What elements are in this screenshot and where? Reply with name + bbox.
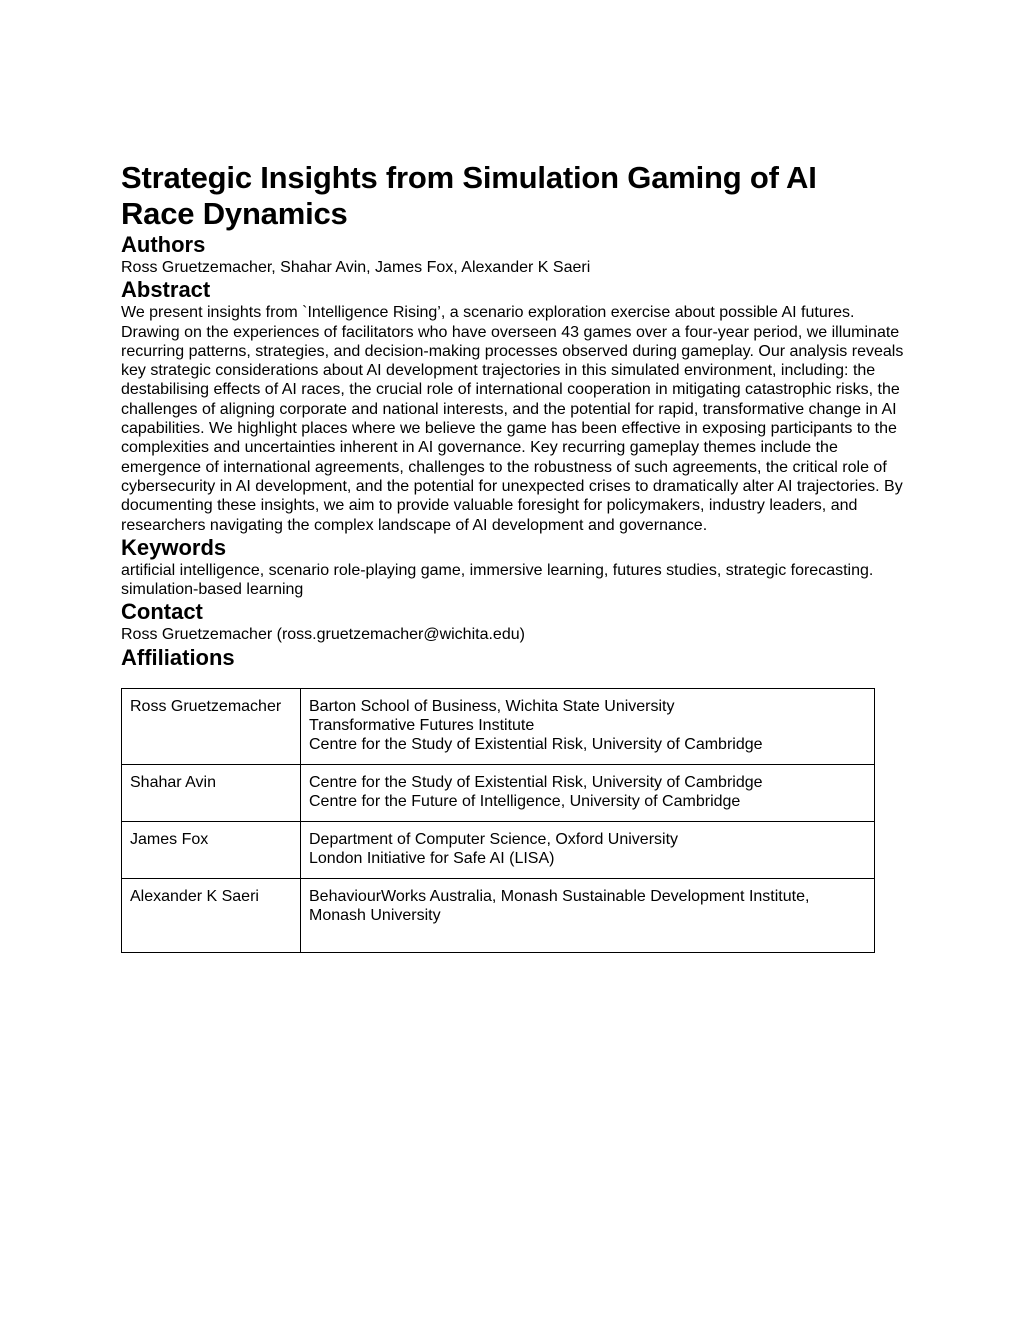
- affiliations-table: [121, 688, 875, 953]
- affiliation-line: London Initiative for Safe AI (LISA): [309, 850, 555, 868]
- paper-page: [121, 160, 905, 953]
- contact-heading: Contact: [121, 599, 203, 625]
- table-row: [122, 821, 875, 878]
- keywords-heading: Keywords: [121, 534, 227, 560]
- affiliation-institutions: [301, 688, 875, 764]
- affiliation-author-name: James Fox: [122, 821, 301, 878]
- affiliation-line: Transformative Futures Institute: [309, 717, 535, 735]
- affiliation-line: BehaviourWorks Australia, Monash Sustainable Development Institute, Monash University: [309, 887, 810, 925]
- contact-text: Ross Gruetzemacher (ross.gruetzemacher@wichita.edu): [121, 626, 525, 644]
- authors-heading: Authors: [121, 232, 206, 257]
- table-row: [122, 878, 875, 952]
- affiliation-author-name: Shahar Avin: [122, 764, 301, 821]
- affiliation-line: Barton School of Business, Wichita State University: [309, 697, 675, 715]
- paper-title: [121, 160, 905, 232]
- affiliation-line: Centre for the Study of Existential Risk, University of Cambridge: [309, 773, 763, 791]
- affiliation-line: Centre for the Future of Intelligence, University of Cambridge: [309, 793, 741, 811]
- authors-list: Ross Gruetzemacher, Shahar Avin, James Fox, Alexander K Saeri: [121, 259, 591, 276]
- affiliations-heading: Affiliations: [121, 644, 235, 670]
- table-row: [122, 688, 875, 764]
- affiliation-institutions: [301, 764, 875, 821]
- abstract-text: We present insights from `Intelligence Rising’, a scenario exploration exercise about possible AI futures. Drawing on the experiences of facilitators who have overseen 43 games over a four-year period, we illuminate recurring patterns, strategies, and decision-making processes observed during gameplay. Our analysis reveals key strategic considerations about AI development trajectories in this simulated environment, including: the destabilising effects of AI races, the crucial role of international cooperation in mitigating catastrophic risks, the challenges of aligning corporate and national interests, and the potential for rapid, transformative change in AI capabilities. We highlight places where we believe the game has been effective in exposing participants to the complexities and uncertainties inherent in AI governance. Key recurring gameplay themes include the emergence of international agreements, challenges to the robustness of such agreements, the critical role of cybersecurity in AI development, and the potential for unexpected crises to dramatically alter AI trajectories. By documenting these insights, we aim to provide valuable foresight for policymakers, industry leaders, and researchers navigating the complex landscape of AI development and governance.: [121, 304, 904, 534]
- table-row: [122, 764, 875, 821]
- affiliation-line: Centre for the Study of Existential Risk, University of Cambridge: [309, 736, 763, 754]
- affiliation-author-name: Ross Gruetzemacher: [122, 688, 301, 764]
- affiliation-author-name: Alexander K Saeri: [122, 878, 301, 952]
- paper-title-line-2: Race Dynamics: [121, 196, 348, 231]
- affiliation-line: Department of Computer Science, Oxford University: [309, 830, 679, 848]
- paper-title-line-1: Strategic Insights from Simulation Gaming of AI: [121, 160, 817, 195]
- abstract-heading: Abstract: [121, 277, 211, 303]
- affiliation-institutions: [301, 821, 875, 878]
- keywords-text: artificial intelligence, scenario role-playing game, immersive learning, futures studies, strategic forecasting. simulation-based learning: [121, 561, 874, 599]
- affiliation-institutions: [301, 878, 875, 952]
